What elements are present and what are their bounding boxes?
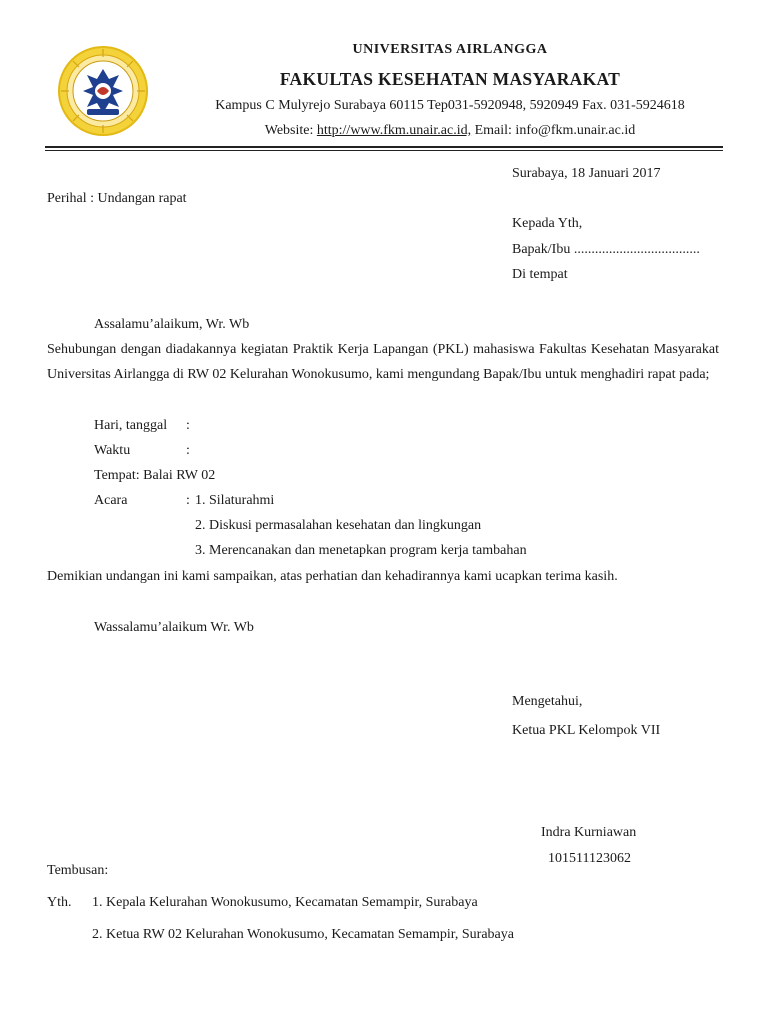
subject-line: Perihal : Undangan rapat: [47, 191, 187, 206]
time-separator: :: [186, 443, 190, 458]
cc-to: Yth.: [47, 895, 72, 910]
recipient-line: Di tempat: [512, 267, 568, 282]
website-label: Website:: [264, 123, 317, 138]
day-separator: :: [186, 418, 190, 433]
recipient-line: Bapak/Ibu ....................................: [512, 242, 700, 257]
contact-line: [160, 123, 740, 139]
agenda-item: 1. Silaturahmi: [195, 493, 275, 508]
university-logo: [57, 45, 149, 137]
greeting: Assalamu’alaikum, Wr. Wb: [94, 317, 250, 332]
agenda-separator: :: [186, 493, 190, 508]
agenda-item: 3. Merencanakan dan menetapkan program kerja tambahan: [195, 543, 527, 558]
faculty-address: Kampus C Mulyrejo Surabaya 60115 Tep031-5920948, 5920949 Fax. 031-5924618: [215, 98, 685, 113]
website-link[interactable]: http://www.fkm.unair.ac.id,: [316, 123, 472, 138]
header-rule-thick: [45, 146, 723, 148]
agenda-item: 2. Diskusi permasalahan kesehatan dan lingkungan: [195, 518, 482, 533]
place-line: Tempat: Balai RW 02: [94, 468, 216, 483]
body-paragraph: Sehubungan dengan diadakannya kegiatan Praktik Kerja Lapangan (PKL) mahasiswa Fakultas Kesehatan Masyarakat Universitas Airlangga di RW 02 Kelurahan Wonokusumo, kami mengundang Bapak/Ibu untuk menghadiri rapat pada;: [47, 342, 719, 382]
closing-text: Demikian undangan ini kami sampaikan, atas perhatian dan kehadirannya kami ucapkan terima kasih.: [47, 569, 618, 584]
farewell: Wassalamu’alaikum Wr. Wb: [94, 620, 254, 635]
place-date: Surabaya, 18 Januari 2017: [512, 166, 661, 181]
faculty-name: FAKULTAS KESEHATAN MASYARAKAT: [279, 69, 621, 89]
email-text: Email: info@fkm.unair.ac.id: [471, 123, 636, 138]
cc-item: 1. Kepala Kelurahan Wonokusumo, Kecamatan Semampir, Surabaya: [92, 895, 478, 910]
signatory-title: Ketua PKL Kelompok VII: [512, 723, 661, 738]
acknowledged-label: Mengetahui,: [512, 694, 583, 709]
cc-label: Tembusan:: [47, 863, 109, 878]
signatory-id: 101511123062: [548, 851, 631, 866]
cc-item: 2. Ketua RW 02 Kelurahan Wonokusumo, Kecamatan Semampir, Surabaya: [92, 927, 514, 942]
header-rule-thin: [45, 150, 723, 151]
signatory-name: Indra Kurniawan: [541, 825, 637, 840]
time-label: Waktu: [94, 443, 131, 458]
recipient-line: Kepada Yth,: [512, 216, 583, 231]
university-name: UNIVERSITAS AIRLANGGA: [352, 42, 548, 57]
day-label: Hari, tanggal: [94, 418, 168, 433]
agenda-label: Acara: [94, 493, 128, 508]
